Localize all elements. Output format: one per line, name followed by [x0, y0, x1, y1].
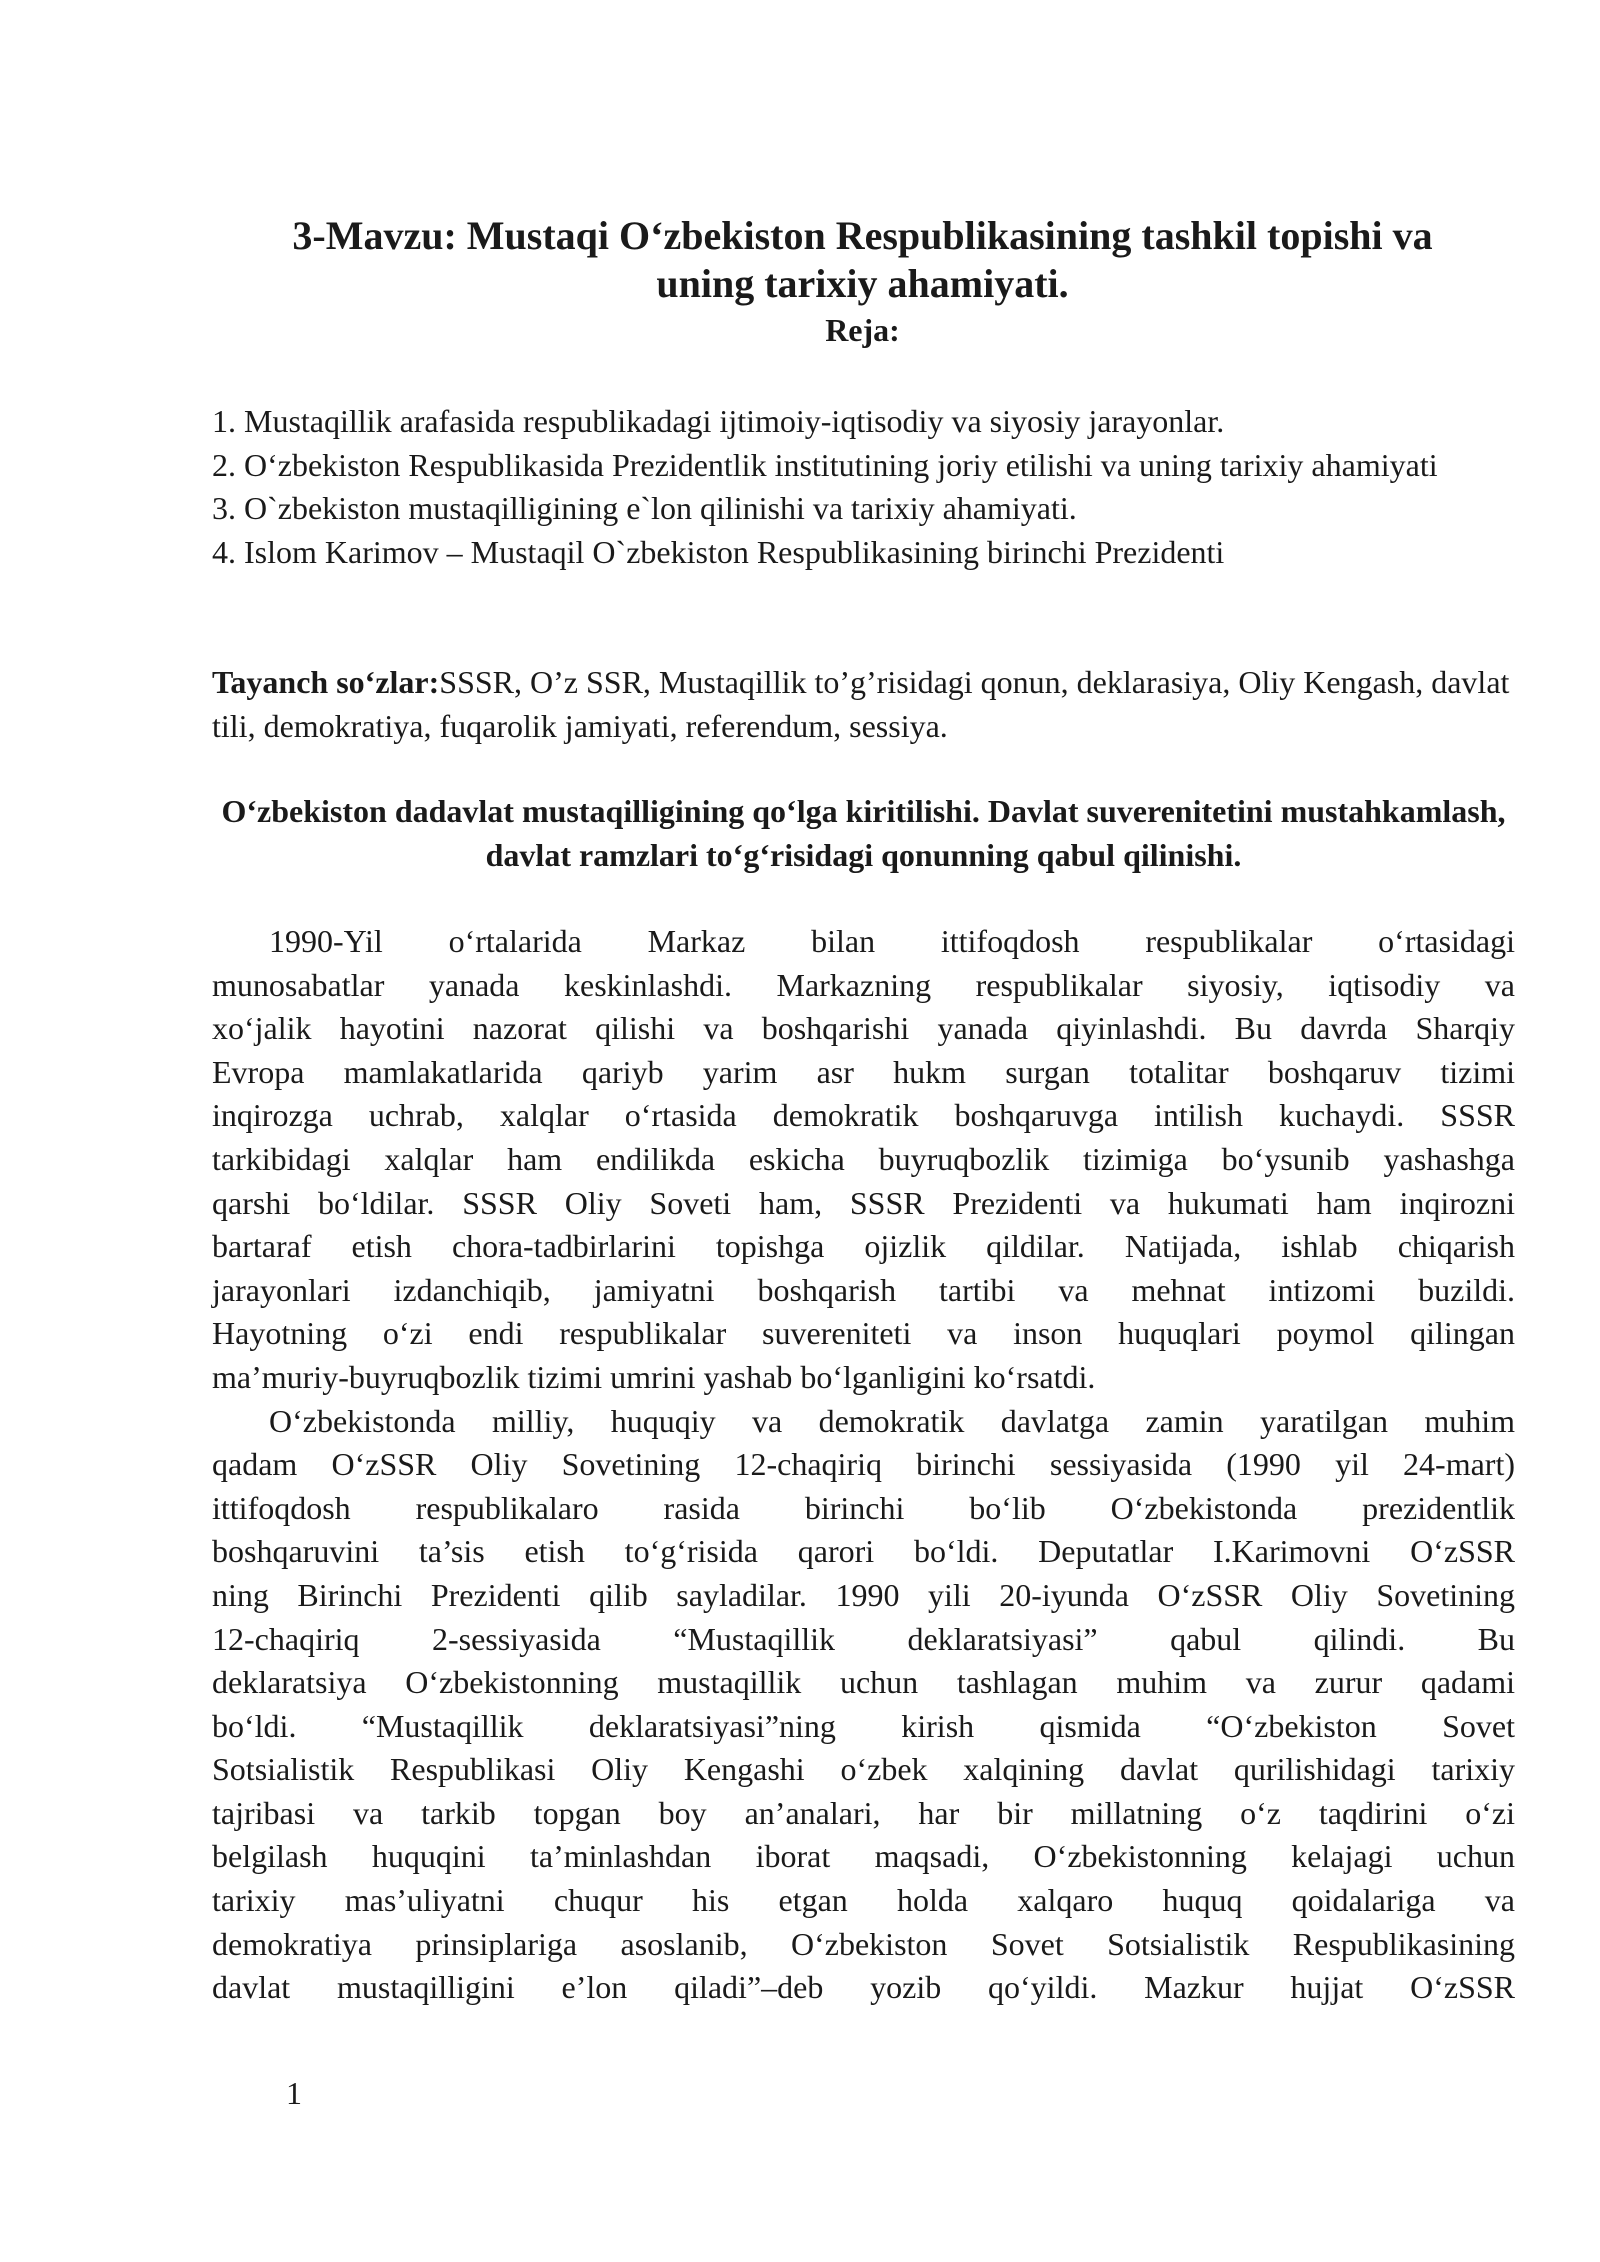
- body-line: 1990-Yil o‘rtalarida Markaz bilan ittifoqdosh respublikalar o‘rtasidagi: [269, 923, 1515, 959]
- title-topic-number: 3-Mavzu: [292, 213, 444, 258]
- plan-item: 3. O`zbekiston mustaqilligining e`lon qilinishi va tarixiy ahamiyati.: [212, 490, 1077, 526]
- keywords-paragraph: [212, 661, 1515, 748]
- page-number: 1: [286, 2075, 302, 2111]
- title-line-2: uning tarixiy ahamiyati.: [656, 261, 1069, 306]
- body-line: xo‘jalik hayotini nazorat qilishi va boshqarishi yanada qiyinlashdi. Bu davrda Sharqiy: [212, 1010, 1515, 1047]
- body-line: ittifoqdosh respublikalaro rasida birinchi bo‘lib O‘zbekistonda prezidentlik: [212, 1489, 1515, 1526]
- body-line: deklaratsiya O‘zbekistonning mustaqillik uchun tashlagan muhim va zurur qadami: [212, 1664, 1515, 1701]
- body-line: bo‘ldi. “Mustaqillik deklaratsiyasi”ning kirish qismida “O‘zbekiston Sovet: [212, 1707, 1515, 1744]
- body-line: belgilash huquqini ta’minlashdan iborat maqsadi, O‘zbekistonning kelajagi uchun: [212, 1838, 1515, 1875]
- body-line: jarayonlari izdanchiqib, jamiyatni boshqarish tartibi va mehnat intizomi buzildi.: [212, 1271, 1515, 1308]
- body-line: O‘zbekistonda milliy, huquqiy va demokratik davlatga zamin yaratilgan muhim: [269, 1402, 1515, 1439]
- body-line: ma’muriy-buyruqbozlik tizimi umrini yashab bo‘lganligini ko‘rsatdi.: [212, 1358, 1096, 1395]
- body-line: tarixiy mas’uliyatni chuqur his etgan holda xalqaro huquq qoidalariga va: [212, 1882, 1515, 1919]
- body-line: boshqaruvini ta’sis etish to‘g‘risida qarori bo‘ldi. Deputatlar I.Karimovni O‘zSSR: [212, 1533, 1515, 1570]
- section-heading: O‘zbekiston dadavlat mustaqilligining qo‘lga kiritilishi. Davlat suverenitetini mustahkamlash, davlat ramzlari to‘g‘risidagi qonunning qabul qilinishi.: [221, 793, 1506, 873]
- body-line: demokratiya prinsiplariga asoslanib, O‘zbekiston Sovet Sotsialistik Respublikasining: [212, 1925, 1515, 1962]
- body-line: Sotsialistik Respublikasi Oliy Kengashi o‘zbek xalqining davlat qurilishidagi tarixiy: [212, 1751, 1515, 1788]
- body-text: [212, 920, 1515, 2010]
- body-line: munosabatlar yanada keskinlashdi. Markazning respublikalar siyosiy, iqtisodiy va: [212, 966, 1515, 1003]
- body-line: davlat mustaqilligini e’lon qiladi”–deb yozib qo‘yildi. Mazkur hujjat O‘zSSR: [212, 1969, 1515, 2006]
- lecture-title: [200, 212, 1525, 352]
- body-line: inqirozga uchrab, xalqlar o‘rtasida demokratik boshqaruvga intilish kuchaydi. SSSR: [212, 1097, 1515, 1134]
- plan-item: 4. Islom Karimov – Mustaqil O`zbekiston Respublikasining birinchi Prezidenti: [212, 533, 1225, 570]
- plan-heading: Reja:: [825, 312, 900, 348]
- body-line: tarkibidagi xalqlar ham endilikda eskicha buyruqbozlik tizimiga bo‘ysunib yashashga: [212, 1140, 1515, 1177]
- title-line-1-text: : Mustaqi O‘zbekiston Respublikasining tashkil topishi va: [443, 213, 1433, 258]
- title-line-1: [200, 212, 1525, 260]
- plan-list: [212, 400, 1512, 574]
- body-line: tajribasi va tarkib topgan boy an’analari, har bir millatning o‘z taqdirini o‘zi: [212, 1794, 1515, 1831]
- body-line: Evropa mamlakatlarida qariyb yarim asr hukm surgan totalitar boshqaruv tizimi: [212, 1053, 1515, 1090]
- keywords-text: SSSR, O’z SSR, Mustaqillik to’g’risidagi qonun, deklarasiya, Oliy Kengash, davlat tili, demokratiya, fuqarolik jamiyati, referendum, sessiya.: [212, 664, 1510, 744]
- body-line: bartaraf etish chora-tadbirlarini topishga ojizlik qildilar. Natijada, ishlab chiqarish: [212, 1228, 1515, 1265]
- plan-item: 1. Mustaqillik arafasida respublikadagi ijtimoiy-iqtisodiy va siyosiy jarayonlar.: [212, 403, 1225, 439]
- body-line: 12-chaqiriq 2-sessiyasida “Mustaqillik deklaratsiyasi” qabul qilindi. Bu: [212, 1620, 1515, 1657]
- keywords-label: Tayanch so‘zlar:: [212, 664, 440, 700]
- body-line: qarshi bo‘ldilar. SSSR Oliy Soveti ham, SSSR Prezidenti va hukumati ham inqirozni: [212, 1184, 1515, 1221]
- body-line: ning Birinchi Prezidenti qilib sayladilar. 1990 yili 20-iyunda O‘zSSR Oliy Sovetining: [212, 1576, 1515, 1613]
- plan-item: 2. O‘zbekiston Respublikasida Prezidentlik institutining joriy etilishi va uning tarixiy ahamiyati: [212, 446, 1438, 483]
- body-line: Hayotning o‘zi endi respublikalar suvereniteti va inson huquqlari poymol qilingan: [212, 1315, 1515, 1352]
- body-line: qadam O‘zSSR Oliy Sovetining 12-chaqiriq birinchi sessiyasida (1990 yil 24-mart): [212, 1446, 1515, 1483]
